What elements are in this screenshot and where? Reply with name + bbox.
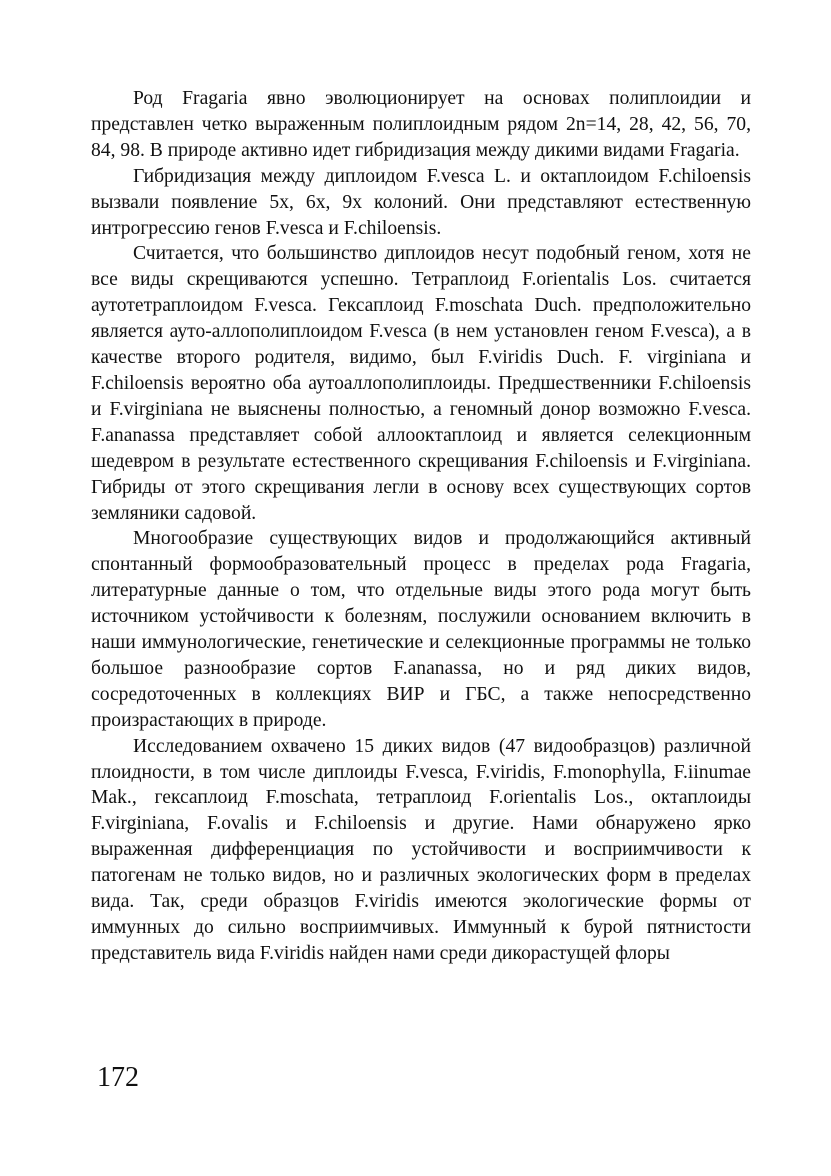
paragraph-2: Гибридизация между диплоидом F.vesca L. и октаплоидом F.chiloensis вызвали появление 5х, 6х, 9х колоний. Они представляют естественную интрогрессию генов F.vesca и F.chiloensis. <box>91 165 751 239</box>
paragraph-1: Род Fragaria явно эволюционирует на основах полиплоидии и представлен четко выраженным полиплоидным рядом 2n=14, 28, 42, 56, 70, 84, 98. В природе активно идет гибридизация между дикими видами Fragaria. <box>91 88 751 161</box>
paragraph-4: Многообразие существующих видов и продолжающийся активный спонтанный формообразовательный процесс в пределах рода Fragaria, литературные данные о том, что отдельные виды этого рода могут быть источником устойчивости к болезням, послужили основанием включить в наши иммунологические, генетические и селекционные программы не только большое разнообразие сортов F.ananassa, но и ряд диких видов, сосредоточенных в коллекциях ВИР и ГБС, а также непосредственно произрастающих в природе. <box>91 528 751 731</box>
paragraph-3: Считается, что большинство диплоидов несут подобный геном, хотя не все виды скрещиваются успешно. Тетраплоид F.orientalis Los. считается аутотетраплоидом F.vesca. Гексаплоид F.moschata Duch. предположительно является ауто-аллополиплоидом F.vesca (в нем установлен геном F.vesca), а в качестве второго родителя, видимо, был F.viridis Duch. F. virginiana и F.chiloensis вероятно оба аутоаллополиплоиды. Предшественники F.chiloensis и F.virginiana не выяснены полностью, а геномный донор возможно F.vesca. F.ananassa представляет собой аллооктаплоид и является селекционным шедевром в результате естественного скрещивания F.chiloensis и F.virginiana. Гибриды от этого скрещивания легли в основу всех существующих сортов земляники садовой. <box>91 243 751 524</box>
page-number: 172 <box>97 1062 139 1093</box>
page-body <box>91 86 751 967</box>
paragraph-5: Исследованием охвачено 15 диких видов (47 видообразцов) различной плоидности, в том числе диплоиды F.vesca, F.viridis, F.monophylla, F.iinumae Mak., гексаплоид F.moschata, тетраплоид F.orientalis Los., октаплоиды F.virginiana, F.ovalis и F.chiloensis и другие. Нами обнаружено ярко выраженная дифференциация по устойчивости и восприимчивости к патогенам не только видов, но и различных экологических форм в пределах вида. Так, среди образцов F.viridis имеются экологические формы от иммунных до сильно восприимчивых. Иммунный к бурой пятнистости представитель вида F.viridis найден нами среди дикорастущей флоры <box>91 735 751 964</box>
